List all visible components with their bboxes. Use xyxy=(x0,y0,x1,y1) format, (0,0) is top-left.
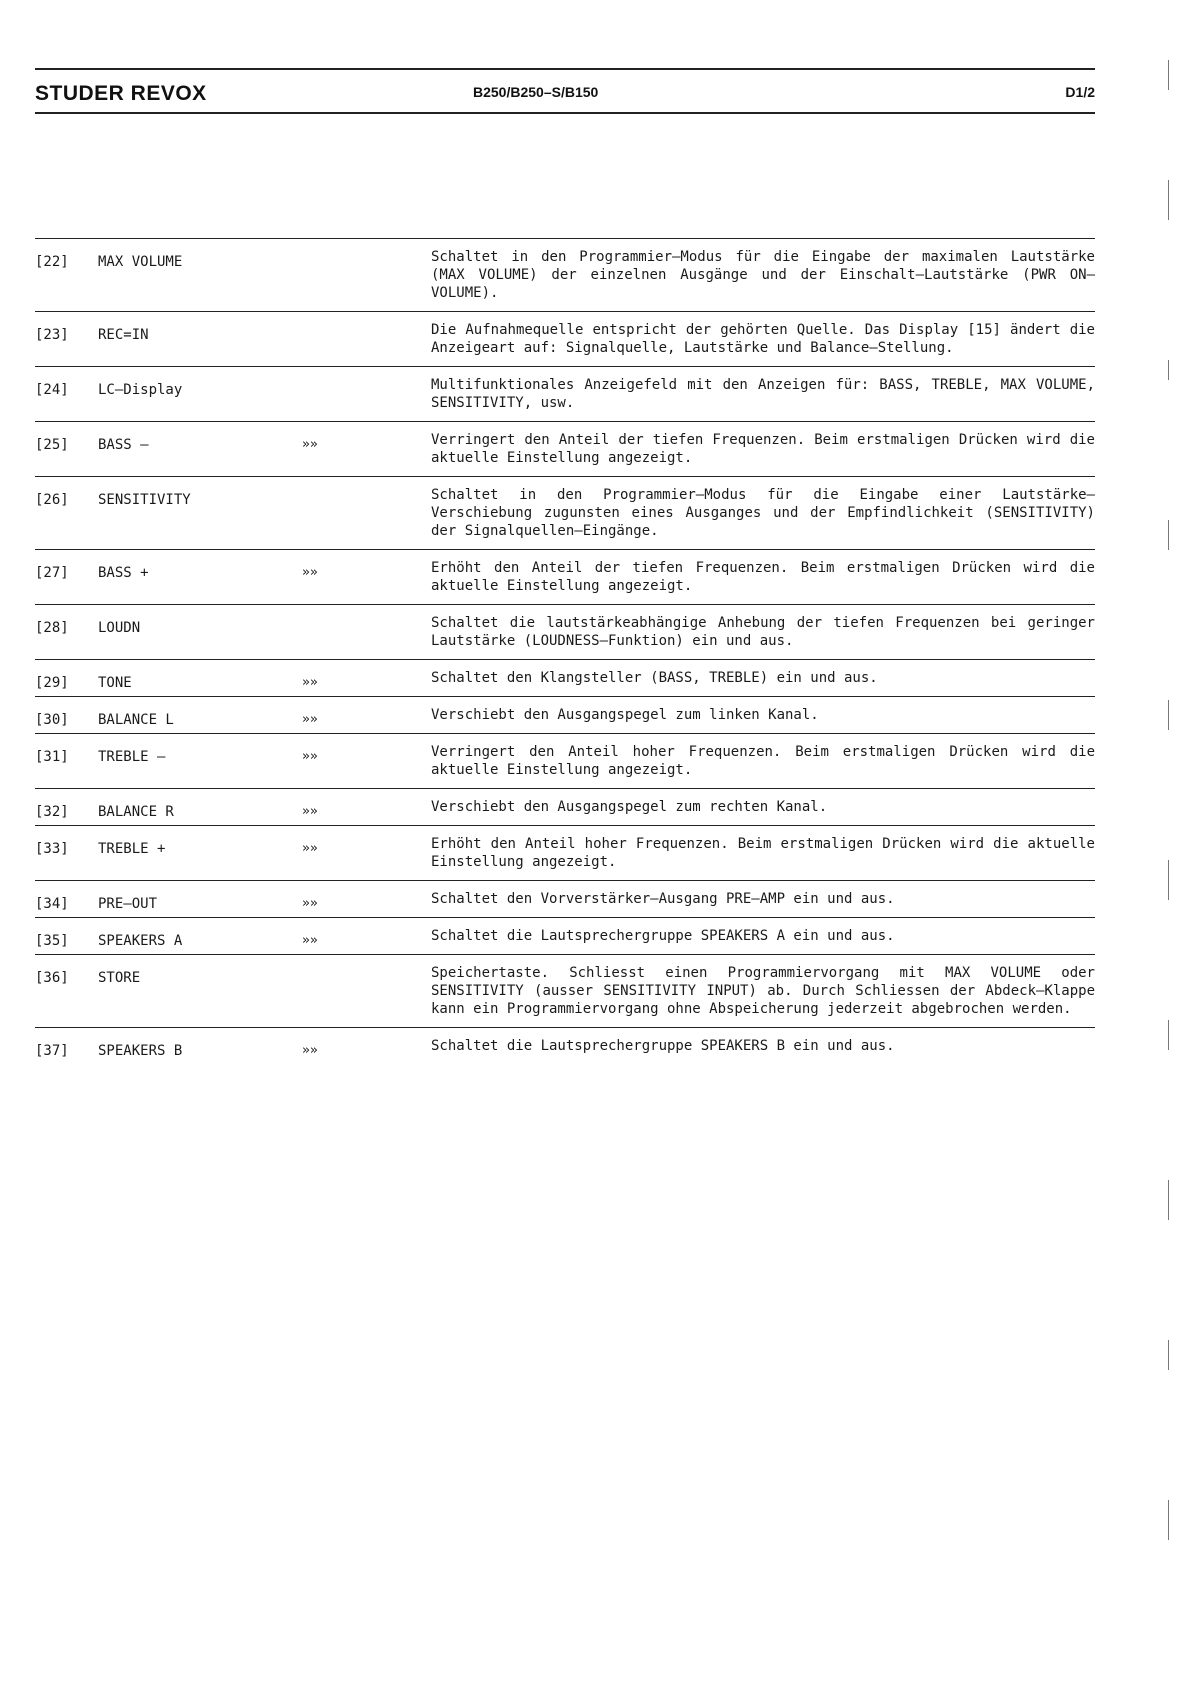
control-number: [30] xyxy=(35,712,69,728)
control-name: BALANCE L xyxy=(98,712,174,728)
binding-edge-marks xyxy=(1168,60,1174,1640)
control-description: Schaltet den Klangsteller (BASS, TREBLE) ein und aus. xyxy=(431,670,878,686)
control-number: [35] xyxy=(35,933,69,949)
control-number: [37] xyxy=(35,1043,69,1059)
control-number: [34] xyxy=(35,896,69,912)
repeat-indicator: »» xyxy=(302,1043,318,1058)
control-number: [22] xyxy=(35,254,69,270)
control-name: STORE xyxy=(98,970,141,986)
control-name: LC–Display xyxy=(98,382,183,398)
control-name: LOUDN xyxy=(98,620,141,636)
control-name: TREBLE – xyxy=(98,749,166,765)
table-row xyxy=(35,734,1095,789)
table-row xyxy=(35,881,1095,918)
control-description: Speichertaste. Schliesst einen Programmiervorgang mit MAX VOLUME oder SENSITIVITY (ausser SENSITIVITY INPUT) ab. Durch Schliessen der Abdeck–Klappe kann ein Programmiervorgang ohne Abspeicherung jederzeit abgebrochen werden. xyxy=(431,965,1095,1017)
control-name: PRE–OUT xyxy=(98,896,158,912)
model-number: B250/B250–S/B150 xyxy=(473,84,599,100)
control-name: MAX VOLUME xyxy=(98,254,183,270)
table-row xyxy=(35,660,1095,697)
page-header xyxy=(35,68,1095,114)
control-name: BASS + xyxy=(98,565,149,581)
control-number: [25] xyxy=(35,437,69,453)
control-name: SENSITIVITY xyxy=(98,492,191,508)
table-row xyxy=(35,550,1095,605)
table-row xyxy=(35,367,1095,422)
table-row xyxy=(35,955,1095,1028)
brand-logo: STUDER REVOX xyxy=(35,82,207,105)
control-name: TONE xyxy=(98,675,132,691)
control-description: Schaltet die lautstärkeabhängige Anhebung der tiefen Frequenzen bei geringer Lautstärke (LOUDNESS–Funktion) ein und aus. xyxy=(431,615,1095,649)
control-description: Schaltet die Lautsprechergruppe SPEAKERS B ein und aus. xyxy=(431,1038,895,1054)
repeat-indicator: »» xyxy=(302,675,318,690)
control-number: [29] xyxy=(35,675,69,691)
repeat-indicator: »» xyxy=(302,712,318,727)
table-row xyxy=(35,789,1095,826)
control-description: Schaltet den Vorverstärker–Ausgang PRE–AMP ein und aus. xyxy=(431,891,895,907)
control-number: [27] xyxy=(35,565,69,581)
control-name: SPEAKERS A xyxy=(98,933,183,949)
control-name: BASS – xyxy=(98,437,149,453)
table-row xyxy=(35,605,1095,660)
control-number: [33] xyxy=(35,841,69,857)
control-description: Schaltet in den Programmier–Modus für die Eingabe der maximalen Lautstärke (MAX VOLUME) der einzelnen Ausgänge und der Einschalt–Lautstärke (PWR ON–VOLUME). xyxy=(431,249,1095,301)
control-description: Schaltet die Lautsprechergruppe SPEAKERS A ein und aus. xyxy=(431,928,895,944)
table-row xyxy=(35,826,1095,881)
table-row xyxy=(35,697,1095,734)
table-row xyxy=(35,239,1095,312)
control-number: [36] xyxy=(35,970,69,986)
table-row xyxy=(35,422,1095,477)
control-description: Multifunktionales Anzeigefeld mit den Anzeigen für: BASS, TREBLE, MAX VOLUME, SENSITIVITY, usw. xyxy=(431,377,1095,411)
control-description: Erhöht den Anteil hoher Frequenzen. Beim erstmaligen Drücken wird die aktuelle Einstellung angezeigt. xyxy=(431,836,1095,870)
control-number: [28] xyxy=(35,620,69,636)
control-description: Schaltet in den Programmier–Modus für die Eingabe einer Lautstärke–Verschiebung zugunsten eines Ausganges und der Empfindlichkeit (SENSITIVITY) der Signalquellen–Eingänge. xyxy=(431,487,1095,539)
control-description: Verringert den Anteil hoher Frequenzen. Beim erstmaligen Drücken wird die aktuelle Einstellung angezeigt. xyxy=(431,744,1095,778)
control-name: BALANCE R xyxy=(98,804,174,820)
repeat-indicator: »» xyxy=(302,933,318,948)
control-description: Verschiebt den Ausgangspegel zum rechten Kanal. xyxy=(431,799,828,815)
repeat-indicator: »» xyxy=(302,896,318,911)
table-row xyxy=(35,312,1095,367)
control-number: [24] xyxy=(35,382,69,398)
control-number: [23] xyxy=(35,327,69,343)
repeat-indicator: »» xyxy=(302,437,318,452)
table-row xyxy=(35,918,1095,955)
control-name: SPEAKERS B xyxy=(98,1043,183,1059)
control-number: [26] xyxy=(35,492,69,508)
controls-table xyxy=(35,238,1095,1064)
control-description: Die Aufnahmequelle entspricht der gehörten Quelle. Das Display [15] ändert die Anzeigeart auf: Signalquelle, Lautstärke und Balance–Stellung. xyxy=(431,322,1095,356)
repeat-indicator: »» xyxy=(302,841,318,856)
page-number: D1/2 xyxy=(1065,84,1095,100)
control-name: TREBLE + xyxy=(98,841,166,857)
control-description: Verschiebt den Ausgangspegel zum linken Kanal. xyxy=(431,707,819,723)
repeat-indicator: »» xyxy=(302,804,318,819)
repeat-indicator: »» xyxy=(302,565,318,580)
control-name: REC=IN xyxy=(98,327,149,343)
control-description: Verringert den Anteil der tiefen Frequenzen. Beim erstmaligen Drücken wird die aktuelle Einstellung angezeigt. xyxy=(431,432,1095,466)
control-number: [31] xyxy=(35,749,69,765)
table-row xyxy=(35,477,1095,550)
repeat-indicator: »» xyxy=(302,749,318,764)
control-description: Erhöht den Anteil der tiefen Frequenzen. Beim erstmaligen Drücken wird die aktuelle Einstellung angezeigt. xyxy=(431,560,1095,594)
control-number: [32] xyxy=(35,804,69,820)
table-row xyxy=(35,1028,1095,1064)
